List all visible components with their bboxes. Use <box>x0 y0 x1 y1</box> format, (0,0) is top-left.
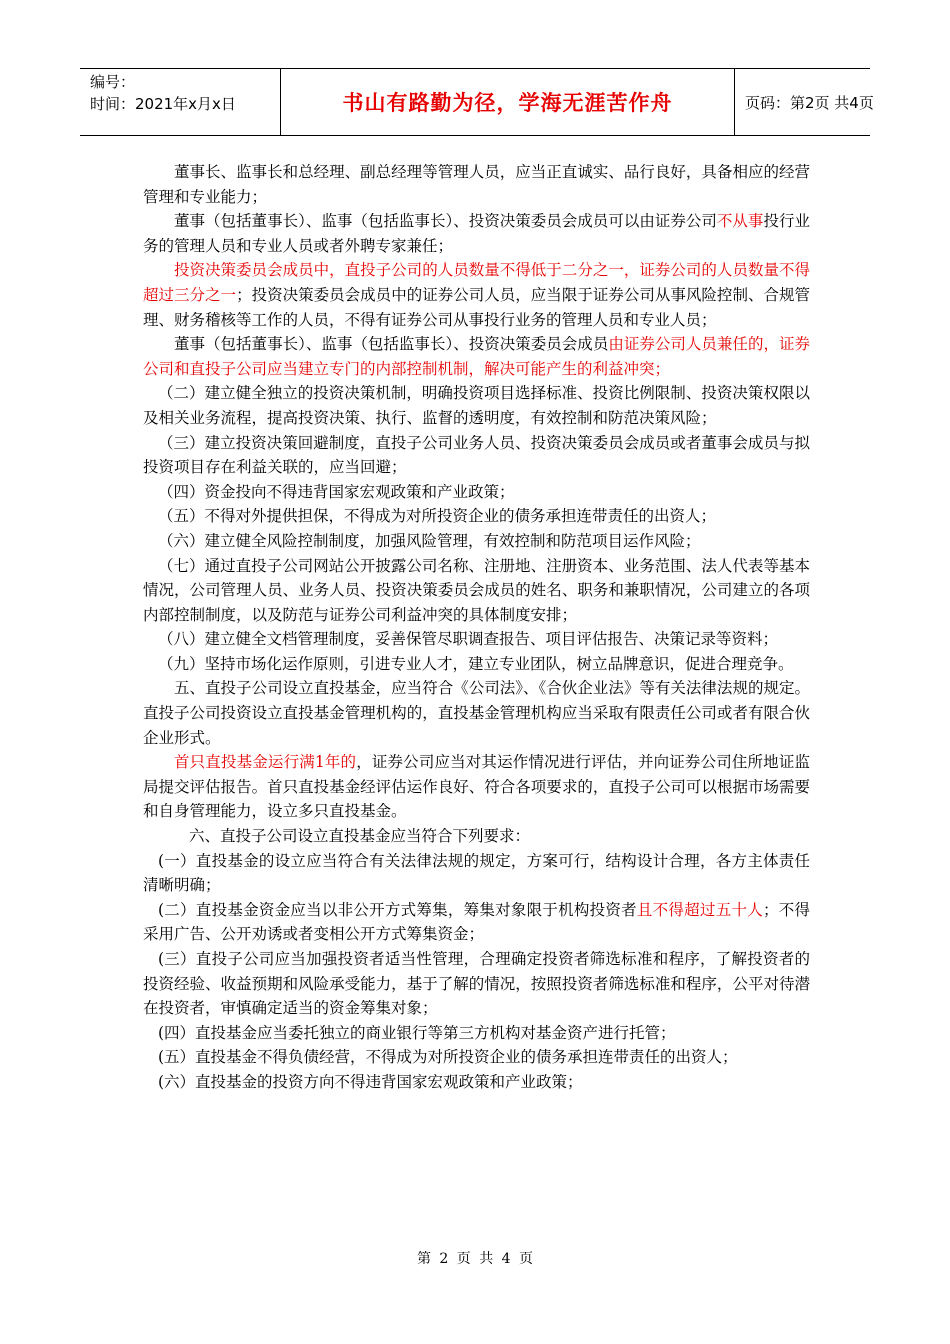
highlighted-text: 不从事 <box>716 212 764 231</box>
paragraph <box>143 480 810 505</box>
text-segment: ；不得采用广告、公开劝诱或者变相公开方式筹集资金； <box>143 900 810 944</box>
paragraph <box>143 1045 810 1070</box>
paragraph <box>143 332 810 381</box>
paragraph <box>143 676 810 750</box>
highlighted-text: 投资决策委员会成员中，直投子公司的人员数量不得低于二分之一，证券公司的人员数量不得超过三分之一 <box>143 261 810 304</box>
text-segment: 董事（包括董事长）、监事（包括监事长）、投资决策委员会成员可以由证券公司 <box>174 212 717 231</box>
highlighted-text: 由证券公司人员兼任的，证券公司和直投子公司应当建立专门的内部控制机制，解决可能产生的利益冲突； <box>143 335 810 378</box>
text-segment: 五、直投子公司设立直投基金，应当符合《公司法》、《合伙企业法》等有关法律法规的规定。直投子公司投资设立直投基金管理机构的，直投基金管理机构应当采取有限责任公司或者有限合伙企业形式。 <box>143 679 810 747</box>
paragraph <box>143 1021 810 1046</box>
text-segment: （五）不得对外提供担保，不得成为对所投资企业的债务承担连带责任的出资人； <box>158 507 717 526</box>
text-segment: (六）直投基金的投资方向不得违背国家宏观政策和产业政策； <box>158 1072 583 1091</box>
paragraph <box>143 824 810 849</box>
text-segment: (五）直投基金不得负债经营，不得成为对所投资企业的债务承担连带责任的出资人； <box>158 1048 738 1067</box>
page-footer: 第 2 页 共 4 页 <box>416 1251 534 1267</box>
paragraph <box>143 381 810 430</box>
text-segment: （八）建立健全文档管理制度，妥善保管尽职调查报告、项目评估报告、决策记录等资料； <box>158 630 779 649</box>
paragraph <box>143 554 810 628</box>
paragraph <box>143 504 810 529</box>
text-segment: (一）直投基金的设立应当符合有关法律法规的规定，方案可行，结构设计合理，各方主体责任清晰明确； <box>143 851 810 895</box>
text-segment: （二）建立健全独立的投资决策机制，明确投资项目选择标准、投资比例限制、投资决策权限以及相关业务流程，提高投资决策、执行、监督的透明度，有效控制和防范决策风险； <box>143 384 810 427</box>
text-segment: ；投资决策委员会成员中的证券公司人员，应当限于证券公司从事风险控制、合规管理、财务稽核等工作的人员，不得有证券公司从事投行业务的管理人员和专业人员； <box>143 285 810 329</box>
text-segment: 董事长、监事长和总经理、副总经理等管理人员，应当正直诚实、品行良好，具备相应的经营管理和专业能力； <box>143 163 810 206</box>
header-number: 编号： <box>90 73 136 91</box>
text-segment: 董事（包括董事长）、监事（包括监事长）、投资决策委员会成员 <box>174 335 609 354</box>
text-segment: 六、直投子公司设立直投基金应当符合下列要求： <box>189 827 531 846</box>
paragraph <box>143 652 810 677</box>
paragraph <box>143 529 810 554</box>
header-page-number: 页码：第2页 共4页 <box>745 93 874 112</box>
text-segment: （九）坚持市场化运作原则，引进专业人才，建立专业团队，树立品牌意识，促进合理竞争。 <box>158 654 794 673</box>
header-date: 时间：2021年x月x日 <box>90 95 236 113</box>
header-motto: 书山有路勤为径，学海无涯苦作舟 <box>280 69 735 135</box>
text-segment: (四）直投基金应当委托独立的商业银行等第三方机构对基金资产进行托管； <box>158 1023 676 1042</box>
text-segment: （六）建立健全风险控制制度，加强风险管理，有效控制和防范项目运作风险； <box>158 531 701 550</box>
paragraph <box>143 849 810 898</box>
text-segment: （三）建立投资决策回避制度，直投子公司业务人员、投资决策委员会成员或者董事会成员与拟投资项目存在利益关联的，应当回避； <box>143 433 810 477</box>
paragraph <box>143 209 810 258</box>
paragraph <box>143 627 810 652</box>
paragraph <box>143 160 810 209</box>
text-segment: （七）通过直投子公司网站公开披露公司名称、注册地、注册资本、业务范围、法人代表等基本情况，公司管理人员、业务人员、投资决策委员会成员的姓名、职务和兼职情况，公司建立的各项内部控制制度，以及防范与证券公司利益冲突的具体制度安排； <box>143 556 810 624</box>
paragraph <box>143 258 810 332</box>
paragraph <box>143 1070 810 1095</box>
text-segment: 投行业务的管理人员和专业人员或者外聘专家兼任； <box>143 212 810 255</box>
text-segment: (二）直投基金资金应当以非公开方式筹集，筹集对象限于机构投资者 <box>158 900 637 919</box>
document-body <box>143 160 810 1095</box>
paragraph <box>143 750 810 824</box>
paragraph <box>143 947 810 1021</box>
text-segment: （四）资金投向不得违背国家宏观政策和产业政策； <box>158 482 515 501</box>
paragraph <box>143 898 810 947</box>
page-header <box>80 68 874 136</box>
highlighted-text: 首只直投基金运行满1年的 <box>174 753 357 772</box>
paragraph <box>143 431 810 480</box>
highlighted-text: 且不得超过五十人 <box>636 900 763 919</box>
text-segment: (三）直投子公司应当加强投资者适当性管理，合理确定投资者筛选标准和程序，了解投资者的投资经验、收益预期和风险承受能力，基于了解的情况，按照投资者筛选标准和程序，公平对待潜在投资者，审慎确定适当的资金筹集对象； <box>143 950 810 1018</box>
header-meta <box>80 69 280 135</box>
text-segment: ，证券公司应当对其运作情况进行评估，并向证券公司住所地证监局提交评估报告。首只直投基金经评估运作良好、符合各项要求的，直投子公司可以根据市场需要和自身管理能力，设立多只直投基金。 <box>143 753 810 821</box>
